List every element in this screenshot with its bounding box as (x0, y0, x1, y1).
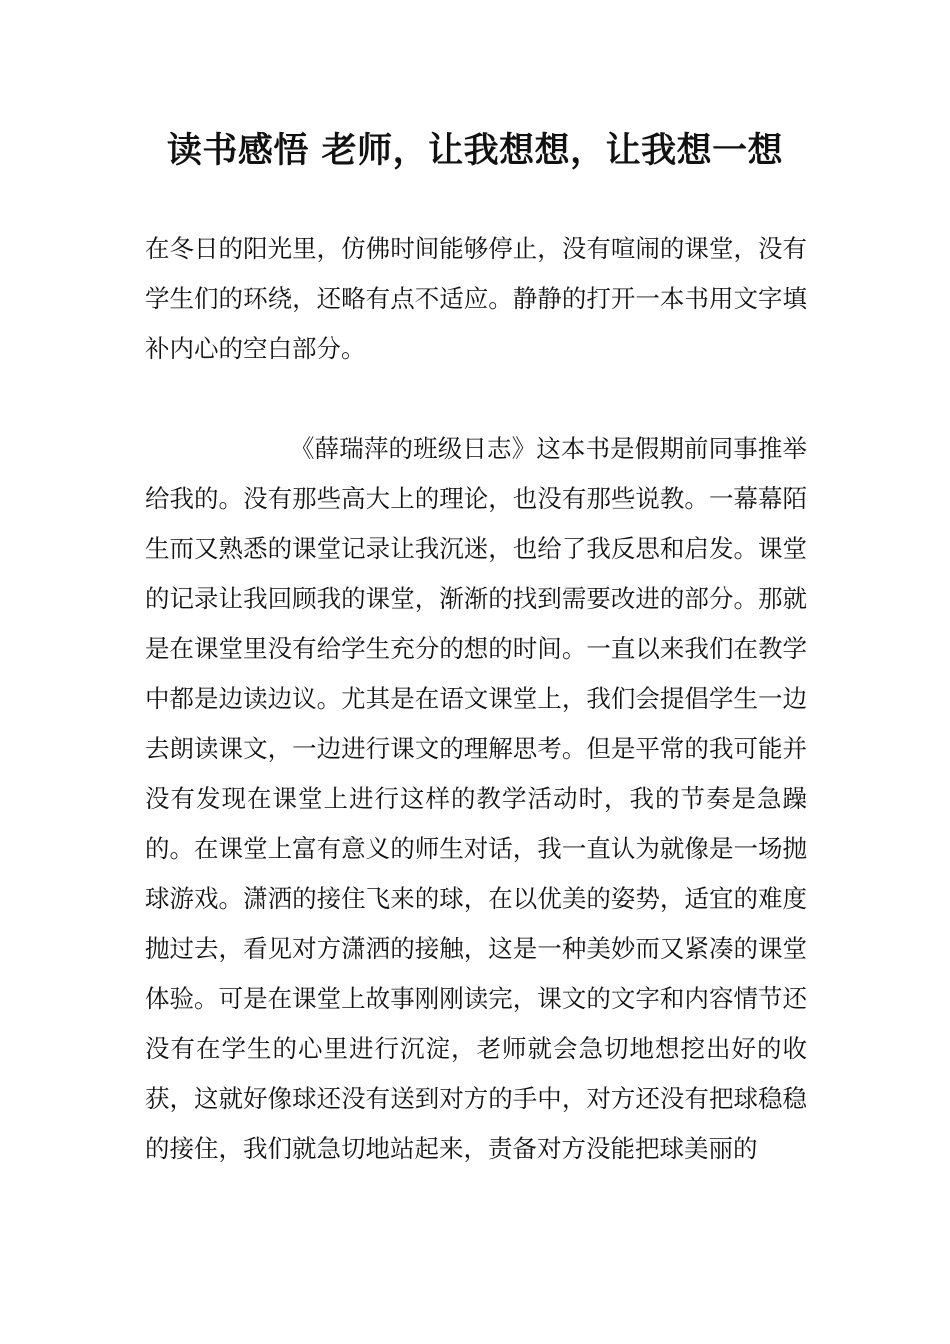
paragraph-intro: 在冬日的阳光里，仿佛时间能够停止，没有喧闹的课堂，没有学生们的环绕，还略有点不适应。静静的打开一本书用文字填补内心的空白部分。 (145, 234, 807, 363)
document-title: 读书感悟 老师，让我想想，让我想一想 (166, 131, 784, 171)
paragraph-main: 《薛瑞萍的班级日志》这本书是假期前同事推举给我的。没有那些高大上的理论，也没有那些说教。一幕幕陌生而又熟悉的课堂记录让我沉迷，也给了我反思和启发。课堂的记录让我回顾我的课堂，渐渐的找到需要改进的部分。那就是在课堂里没有给学生充分的想的时间。一直以来我们在教学中都是边读边议。尤其是在语文课堂上，我们会提倡学生一边去朗读课文，一边进行课文的理解思考。但是平常的我可能并没有发现在课堂上进行这样的教学活动时，我的节奏是急躁的。在课堂上富有意义的师生对话，我一直认为就像是一场抛球游戏。潇洒的接住飞来的球，在以优美的姿势，适宜的难度抛过去，看见对方潇洒的接触，这是一种美妙而又紧凑的课堂体验。可是在课堂上故事刚刚读完，课文的文字和内容情节还没有在学生的心里进行沉淀，老师就会急切地想挖出好的收获，这就好像球还没有送到对方的手中，对方还没有把球稳稳的接住，我们就急切地站起来，责备对方没能把球美丽的 (145, 434, 807, 1163)
